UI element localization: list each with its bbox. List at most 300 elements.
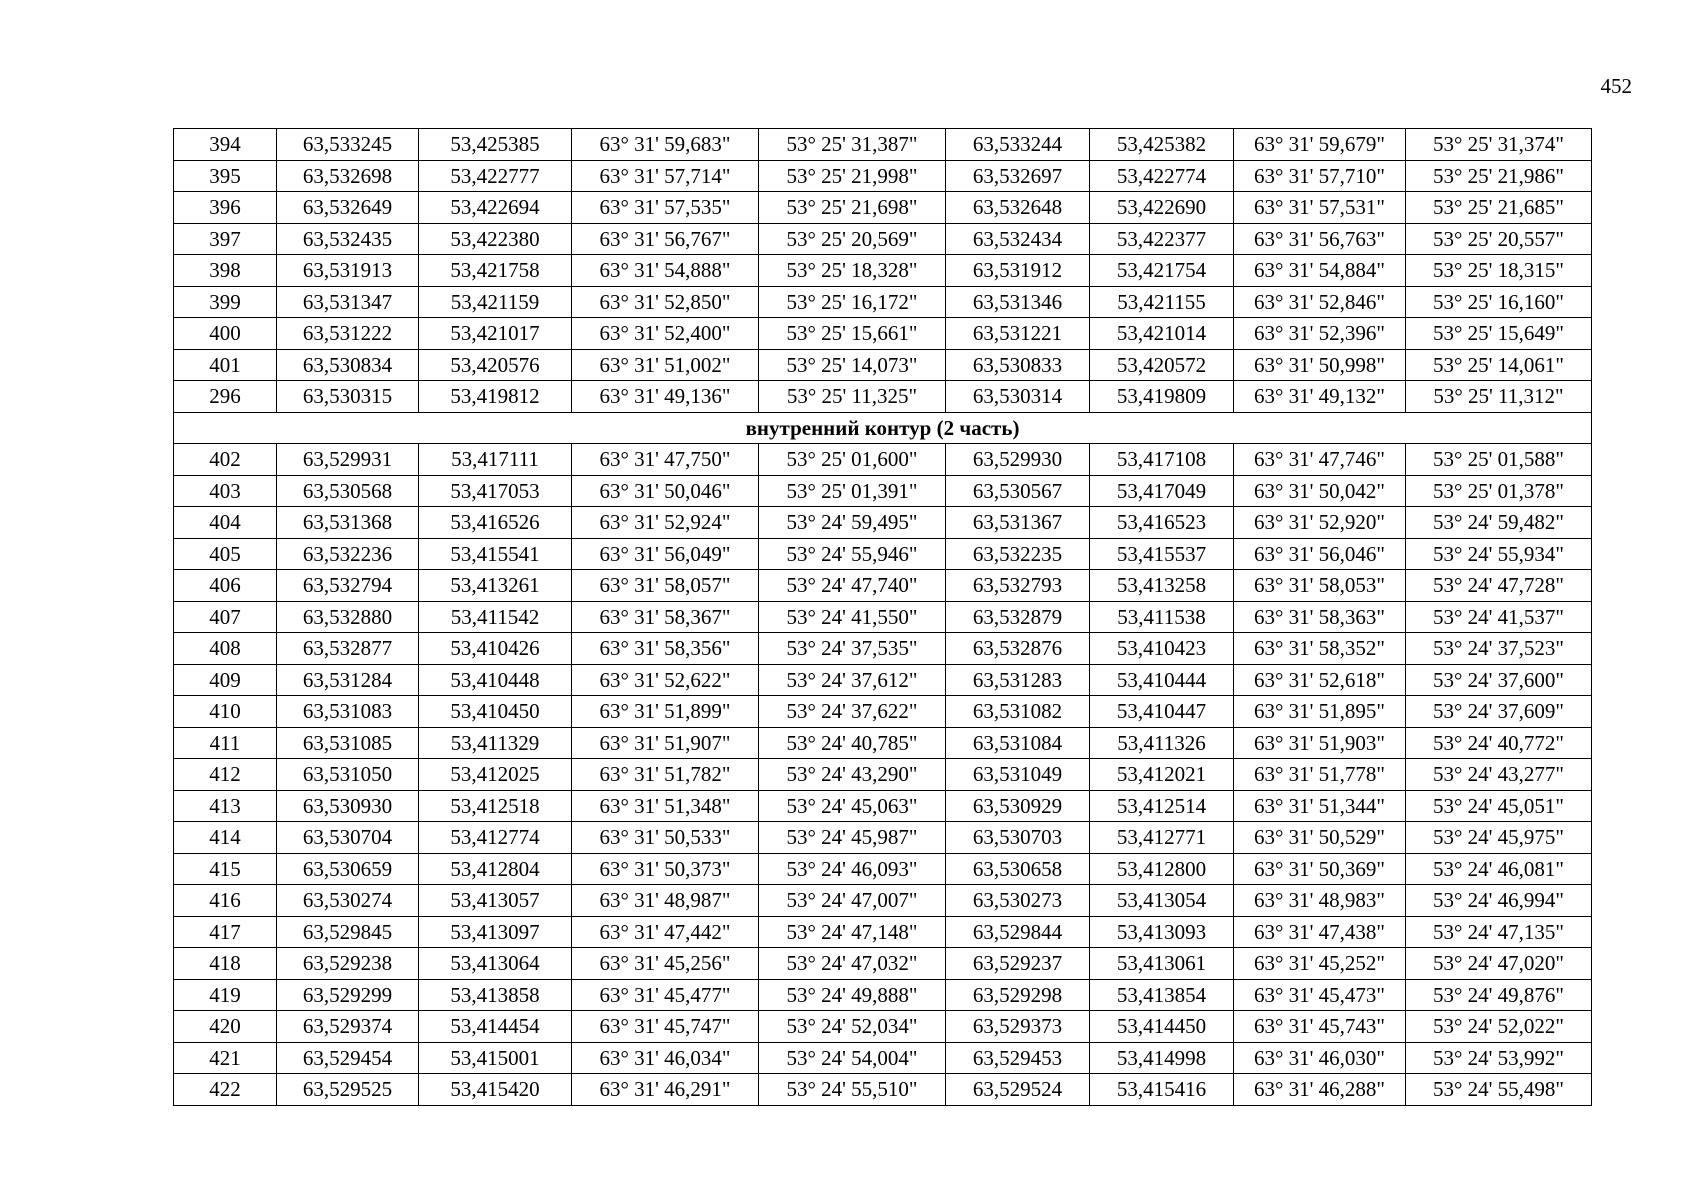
cell-lon-decimal-1: 53,421159 [419,286,572,318]
cell-lat-dms-1: 63° 31' 45,747" [572,1011,759,1043]
cell-lon-dms-1: 53° 25' 31,387" [759,129,946,161]
cell-lat-dms-1: 63° 31' 48,987" [572,885,759,917]
cell-lat-dms-1: 63° 31' 52,622" [572,664,759,696]
cell-lon-dms-2: 53° 24' 37,600" [1406,664,1592,696]
cell-lat-decimal-1: 63,529238 [277,948,419,980]
cell-lat-dms-1: 63° 31' 50,373" [572,853,759,885]
cell-point-number: 400 [174,318,277,350]
table-row [174,1011,1592,1043]
cell-lat-dms-2: 63° 31' 52,846" [1234,286,1406,318]
table-row [174,853,1592,885]
cell-lat-dms-1: 63° 31' 45,256" [572,948,759,980]
cell-lon-decimal-1: 53,415001 [419,1042,572,1074]
cell-lat-decimal-2: 63,532697 [946,160,1090,192]
cell-lat-decimal-1: 63,531222 [277,318,419,350]
cell-lon-decimal-1: 53,411542 [419,601,572,633]
cell-lat-decimal-2: 63,531346 [946,286,1090,318]
table-row [174,507,1592,539]
cell-lat-dms-2: 63° 31' 57,531" [1234,192,1406,224]
cell-lon-dms-1: 53° 24' 41,550" [759,601,946,633]
cell-lat-decimal-1: 63,531368 [277,507,419,539]
cell-point-number: 409 [174,664,277,696]
cell-lat-dms-1: 63° 31' 49,136" [572,381,759,413]
cell-lon-decimal-2: 53,417108 [1090,444,1234,476]
cell-lon-decimal-2: 53,413258 [1090,570,1234,602]
cell-lat-dms-1: 63° 31' 51,002" [572,349,759,381]
cell-lon-dms-2: 53° 24' 52,022" [1406,1011,1592,1043]
cell-lat-dms-2: 63° 31' 45,252" [1234,948,1406,980]
cell-lon-dms-1: 53° 24' 45,063" [759,790,946,822]
cell-lon-dms-1: 53° 24' 40,785" [759,727,946,759]
cell-lat-decimal-2: 63,530833 [946,349,1090,381]
cell-point-number: 408 [174,633,277,665]
cell-lon-decimal-1: 53,420576 [419,349,572,381]
cell-lat-dms-1: 63° 31' 59,683" [572,129,759,161]
cell-lat-dms-2: 63° 31' 51,903" [1234,727,1406,759]
cell-lon-decimal-2: 53,415416 [1090,1074,1234,1106]
cell-lat-dms-2: 63° 31' 56,763" [1234,223,1406,255]
cell-lon-dms-2: 53° 24' 41,537" [1406,601,1592,633]
cell-lat-decimal-1: 63,532435 [277,223,419,255]
rows-after-section [174,444,1592,1106]
cell-lon-decimal-1: 53,416526 [419,507,572,539]
cell-lon-decimal-1: 53,411329 [419,727,572,759]
cell-lat-dms-1: 63° 31' 51,348" [572,790,759,822]
cell-lat-decimal-1: 63,532794 [277,570,419,602]
cell-lat-decimal-1: 63,532698 [277,160,419,192]
cell-lat-dms-1: 63° 31' 57,535" [572,192,759,224]
cell-lon-dms-2: 53° 24' 47,135" [1406,916,1592,948]
cell-point-number: 296 [174,381,277,413]
page-number: 452 [1600,74,1632,98]
table-row [174,979,1592,1011]
cell-lon-dms-2: 53° 24' 45,051" [1406,790,1592,822]
cell-lon-decimal-1: 53,410426 [419,633,572,665]
cell-lon-decimal-2: 53,425382 [1090,129,1234,161]
cell-lon-decimal-1: 53,421758 [419,255,572,287]
cell-point-number: 420 [174,1011,277,1043]
cell-lon-decimal-2: 53,416523 [1090,507,1234,539]
cell-lon-dms-1: 53° 24' 37,612" [759,664,946,696]
cell-lat-decimal-2: 63,530658 [946,853,1090,885]
cell-lat-dms-2: 63° 31' 51,344" [1234,790,1406,822]
cell-lon-decimal-2: 53,421754 [1090,255,1234,287]
cell-lat-decimal-1: 63,529525 [277,1074,419,1106]
cell-lon-dms-2: 53° 25' 21,685" [1406,192,1592,224]
cell-lat-dms-1: 63° 31' 58,356" [572,633,759,665]
cell-lon-decimal-2: 53,410447 [1090,696,1234,728]
cell-lat-decimal-1: 63,532880 [277,601,419,633]
cell-lon-decimal-2: 53,413054 [1090,885,1234,917]
cell-lat-decimal-2: 63,533244 [946,129,1090,161]
cell-lat-decimal-1: 63,530834 [277,349,419,381]
cell-point-number: 398 [174,255,277,287]
table-row [174,664,1592,696]
table-row [174,1074,1592,1106]
cell-lon-dms-1: 53° 24' 55,510" [759,1074,946,1106]
cell-lat-dms-1: 63° 31' 52,924" [572,507,759,539]
cell-lon-dms-2: 53° 24' 55,498" [1406,1074,1592,1106]
cell-lat-dms-1: 63° 31' 56,049" [572,538,759,570]
cell-lon-decimal-1: 53,413064 [419,948,572,980]
cell-lat-decimal-1: 63,529845 [277,916,419,948]
cell-lat-decimal-1: 63,532649 [277,192,419,224]
cell-lat-decimal-2: 63,531283 [946,664,1090,696]
cell-lat-decimal-1: 63,531284 [277,664,419,696]
cell-lon-dms-2: 53° 25' 11,312" [1406,381,1592,413]
cell-lon-dms-2: 53° 25' 01,378" [1406,475,1592,507]
cell-lat-dms-1: 63° 31' 47,442" [572,916,759,948]
cell-lat-dms-2: 63° 31' 45,743" [1234,1011,1406,1043]
table-row [174,790,1592,822]
table-row [174,192,1592,224]
cell-lon-dms-1: 53° 25' 01,600" [759,444,946,476]
cell-point-number: 395 [174,160,277,192]
cell-lat-decimal-1: 63,530704 [277,822,419,854]
cell-lat-dms-1: 63° 31' 52,850" [572,286,759,318]
cell-lon-decimal-1: 53,413858 [419,979,572,1011]
cell-lat-dms-2: 63° 31' 52,396" [1234,318,1406,350]
cell-lat-decimal-2: 63,530703 [946,822,1090,854]
cell-lat-decimal-1: 63,529454 [277,1042,419,1074]
cell-lon-decimal-2: 53,412771 [1090,822,1234,854]
cell-lon-decimal-1: 53,413261 [419,570,572,602]
cell-lat-dms-2: 63° 31' 58,363" [1234,601,1406,633]
cell-lat-decimal-2: 63,532876 [946,633,1090,665]
cell-lat-decimal-2: 63,531367 [946,507,1090,539]
cell-lat-dms-1: 63° 31' 52,400" [572,318,759,350]
cell-lon-decimal-1: 53,417053 [419,475,572,507]
cell-lat-dms-1: 63° 31' 58,057" [572,570,759,602]
cell-lon-decimal-2: 53,412800 [1090,853,1234,885]
cell-point-number: 416 [174,885,277,917]
cell-lat-dms-2: 63° 31' 46,288" [1234,1074,1406,1106]
cell-lat-decimal-2: 63,532434 [946,223,1090,255]
cell-lon-dms-2: 53° 24' 53,992" [1406,1042,1592,1074]
cell-lat-dms-1: 63° 31' 47,750" [572,444,759,476]
cell-lon-dms-1: 53° 25' 21,998" [759,160,946,192]
cell-lat-decimal-2: 63,529453 [946,1042,1090,1074]
cell-lat-dms-2: 63° 31' 58,053" [1234,570,1406,602]
cell-lon-dms-2: 53° 25' 16,160" [1406,286,1592,318]
cell-lat-dms-1: 63° 31' 51,782" [572,759,759,791]
cell-lon-dms-1: 53° 24' 54,004" [759,1042,946,1074]
cell-lat-dms-1: 63° 31' 58,367" [572,601,759,633]
cell-lat-dms-1: 63° 31' 56,767" [572,223,759,255]
table-row [174,318,1592,350]
cell-lon-decimal-2: 53,420572 [1090,349,1234,381]
cell-point-number: 418 [174,948,277,980]
cell-lat-dms-2: 63° 31' 50,529" [1234,822,1406,854]
cell-lon-decimal-2: 53,414998 [1090,1042,1234,1074]
cell-lon-dms-2: 53° 25' 20,557" [1406,223,1592,255]
table-row [174,349,1592,381]
cell-lon-decimal-2: 53,413093 [1090,916,1234,948]
table-row [174,822,1592,854]
cell-lon-dms-2: 53° 25' 31,374" [1406,129,1592,161]
table-row [174,885,1592,917]
cell-lon-dms-1: 53° 24' 52,034" [759,1011,946,1043]
cell-lat-decimal-2: 63,529298 [946,979,1090,1011]
table-row [174,223,1592,255]
coordinates-table [173,128,1592,1106]
cell-lon-dms-1: 53° 25' 14,073" [759,349,946,381]
cell-lon-dms-1: 53° 24' 47,148" [759,916,946,948]
cell-lon-dms-1: 53° 24' 49,888" [759,979,946,1011]
cell-lat-dms-2: 63° 31' 51,895" [1234,696,1406,728]
rows-before-section [174,129,1592,413]
cell-lon-dms-1: 53° 25' 01,391" [759,475,946,507]
cell-lon-decimal-2: 53,421014 [1090,318,1234,350]
cell-lat-dms-1: 63° 31' 54,888" [572,255,759,287]
cell-lon-decimal-1: 53,415420 [419,1074,572,1106]
table-row [174,129,1592,161]
cell-lon-decimal-1: 53,417111 [419,444,572,476]
cell-lat-dms-2: 63° 31' 52,618" [1234,664,1406,696]
cell-lon-decimal-1: 53,412774 [419,822,572,854]
cell-lon-dms-2: 53° 24' 46,994" [1406,885,1592,917]
table-row [174,286,1592,318]
table-row [174,601,1592,633]
cell-lat-decimal-2: 63,531082 [946,696,1090,728]
cell-lon-decimal-1: 53,413057 [419,885,572,917]
cell-lon-decimal-2: 53,410423 [1090,633,1234,665]
cell-lat-decimal-2: 63,531912 [946,255,1090,287]
cell-lon-dms-2: 53° 25' 14,061" [1406,349,1592,381]
table-row [174,1042,1592,1074]
table-row [174,570,1592,602]
cell-lon-dms-1: 53° 24' 37,622" [759,696,946,728]
table-row [174,381,1592,413]
cell-lat-dms-2: 63° 31' 58,352" [1234,633,1406,665]
cell-lon-dms-1: 53° 25' 21,698" [759,192,946,224]
cell-lon-decimal-1: 53,410450 [419,696,572,728]
cell-lon-dms-2: 53° 25' 15,649" [1406,318,1592,350]
cell-lat-dms-2: 63° 31' 45,473" [1234,979,1406,1011]
cell-lon-decimal-2: 53,419809 [1090,381,1234,413]
cell-lat-dms-2: 63° 31' 48,983" [1234,885,1406,917]
cell-lat-dms-2: 63° 31' 47,746" [1234,444,1406,476]
table-row [174,633,1592,665]
cell-lat-decimal-1: 63,531913 [277,255,419,287]
cell-lat-decimal-2: 63,530929 [946,790,1090,822]
cell-lat-decimal-1: 63,530659 [277,853,419,885]
table-row [174,948,1592,980]
table-row [174,160,1592,192]
cell-lat-decimal-2: 63,529237 [946,948,1090,980]
cell-point-number: 422 [174,1074,277,1106]
cell-lat-dms-2: 63° 31' 47,438" [1234,916,1406,948]
cell-lat-dms-1: 63° 31' 51,899" [572,696,759,728]
cell-lon-dms-1: 53° 24' 55,946" [759,538,946,570]
cell-lon-decimal-1: 53,412804 [419,853,572,885]
cell-point-number: 419 [174,979,277,1011]
cell-point-number: 399 [174,286,277,318]
cell-lon-decimal-1: 53,413097 [419,916,572,948]
cell-lon-decimal-2: 53,411326 [1090,727,1234,759]
cell-lat-decimal-2: 63,529930 [946,444,1090,476]
cell-lat-decimal-1: 63,531085 [277,727,419,759]
cell-lat-dms-2: 63° 31' 56,046" [1234,538,1406,570]
cell-lon-decimal-2: 53,422690 [1090,192,1234,224]
cell-point-number: 394 [174,129,277,161]
cell-lon-dms-1: 53° 25' 20,569" [759,223,946,255]
cell-lat-decimal-1: 63,533245 [277,129,419,161]
cell-lon-decimal-1: 53,414454 [419,1011,572,1043]
cell-point-number: 404 [174,507,277,539]
cell-lat-decimal-1: 63,532236 [277,538,419,570]
table-row [174,255,1592,287]
cell-lat-decimal-2: 63,529844 [946,916,1090,948]
cell-lon-decimal-1: 53,425385 [419,129,572,161]
section-row [174,412,1592,444]
cell-lat-dms-1: 63° 31' 57,714" [572,160,759,192]
cell-lat-decimal-1: 63,530930 [277,790,419,822]
cell-lat-dms-1: 63° 31' 46,291" [572,1074,759,1106]
cell-lat-dms-2: 63° 31' 50,369" [1234,853,1406,885]
cell-lon-dms-1: 53° 24' 47,007" [759,885,946,917]
table-row [174,696,1592,728]
cell-point-number: 406 [174,570,277,602]
cell-lon-dms-1: 53° 24' 37,535" [759,633,946,665]
cell-lon-decimal-1: 53,412518 [419,790,572,822]
cell-lat-dms-2: 63° 31' 59,679" [1234,129,1406,161]
cell-lon-decimal-1: 53,415541 [419,538,572,570]
cell-lat-decimal-1: 63,530568 [277,475,419,507]
section-title: внутренний контур (2 часть) [174,412,1592,444]
cell-lon-dms-2: 53° 24' 43,277" [1406,759,1592,791]
cell-lon-decimal-2: 53,422377 [1090,223,1234,255]
cell-point-number: 401 [174,349,277,381]
cell-lon-decimal-2: 53,411538 [1090,601,1234,633]
cell-lon-dms-1: 53° 25' 16,172" [759,286,946,318]
cell-point-number: 410 [174,696,277,728]
cell-point-number: 403 [174,475,277,507]
cell-point-number: 413 [174,790,277,822]
cell-lon-decimal-1: 53,422694 [419,192,572,224]
cell-lon-dms-2: 53° 24' 47,020" [1406,948,1592,980]
cell-lat-dms-1: 63° 31' 46,034" [572,1042,759,1074]
cell-lon-dms-2: 53° 24' 40,772" [1406,727,1592,759]
cell-lon-dms-1: 53° 24' 46,093" [759,853,946,885]
cell-lat-dms-1: 63° 31' 45,477" [572,979,759,1011]
cell-lat-dms-2: 63° 31' 46,030" [1234,1042,1406,1074]
cell-point-number: 411 [174,727,277,759]
cell-lon-decimal-1: 53,410448 [419,664,572,696]
cell-point-number: 417 [174,916,277,948]
cell-lon-dms-2: 53° 25' 01,588" [1406,444,1592,476]
cell-lon-dms-1: 53° 25' 11,325" [759,381,946,413]
cell-lat-decimal-1: 63,530315 [277,381,419,413]
cell-lat-decimal-1: 63,532877 [277,633,419,665]
table-row [174,538,1592,570]
cell-point-number: 407 [174,601,277,633]
cell-point-number: 405 [174,538,277,570]
cell-lat-decimal-2: 63,530567 [946,475,1090,507]
cell-lon-decimal-2: 53,414450 [1090,1011,1234,1043]
cell-lat-decimal-1: 63,529931 [277,444,419,476]
cell-lon-decimal-2: 53,413061 [1090,948,1234,980]
cell-lon-decimal-1: 53,419812 [419,381,572,413]
cell-lon-decimal-1: 53,422380 [419,223,572,255]
cell-point-number: 421 [174,1042,277,1074]
cell-lat-decimal-2: 63,531049 [946,759,1090,791]
cell-lon-dms-1: 53° 24' 43,290" [759,759,946,791]
table-row [174,916,1592,948]
cell-lat-dms-2: 63° 31' 50,998" [1234,349,1406,381]
cell-lon-dms-1: 53° 24' 59,495" [759,507,946,539]
cell-lat-decimal-2: 63,532235 [946,538,1090,570]
cell-point-number: 412 [174,759,277,791]
cell-point-number: 397 [174,223,277,255]
cell-lon-dms-2: 53° 24' 37,523" [1406,633,1592,665]
section-header [174,412,1592,444]
cell-lon-dms-2: 53° 24' 49,876" [1406,979,1592,1011]
cell-lon-decimal-1: 53,421017 [419,318,572,350]
cell-lon-decimal-2: 53,412514 [1090,790,1234,822]
cell-point-number: 396 [174,192,277,224]
table-row [174,759,1592,791]
cell-lat-dms-2: 63° 31' 50,042" [1234,475,1406,507]
cell-lon-dms-2: 53° 24' 47,728" [1406,570,1592,602]
cell-lon-dms-1: 53° 25' 15,661" [759,318,946,350]
cell-lat-dms-1: 63° 31' 50,533" [572,822,759,854]
cell-lat-decimal-2: 63,532879 [946,601,1090,633]
cell-lat-decimal-1: 63,531347 [277,286,419,318]
cell-lat-dms-1: 63° 31' 51,907" [572,727,759,759]
cell-lat-dms-1: 63° 31' 50,046" [572,475,759,507]
cell-lon-decimal-2: 53,412021 [1090,759,1234,791]
cell-lon-decimal-2: 53,417049 [1090,475,1234,507]
cell-lon-dms-1: 53° 24' 47,740" [759,570,946,602]
cell-lat-decimal-2: 63,532648 [946,192,1090,224]
table-row [174,727,1592,759]
cell-lat-decimal-2: 63,531221 [946,318,1090,350]
cell-point-number: 415 [174,853,277,885]
table-row [174,444,1592,476]
cell-lat-decimal-2: 63,529373 [946,1011,1090,1043]
cell-lon-dms-2: 53° 24' 55,934" [1406,538,1592,570]
cell-point-number: 402 [174,444,277,476]
cell-lon-decimal-1: 53,412025 [419,759,572,791]
cell-lat-decimal-1: 63,529374 [277,1011,419,1043]
cell-lon-decimal-2: 53,410444 [1090,664,1234,696]
cell-lon-decimal-2: 53,422774 [1090,160,1234,192]
cell-lat-dms-2: 63° 31' 57,710" [1234,160,1406,192]
cell-lat-decimal-1: 63,531050 [277,759,419,791]
cell-lat-dms-2: 63° 31' 52,920" [1234,507,1406,539]
cell-lon-dms-2: 53° 25' 21,986" [1406,160,1592,192]
cell-lat-dms-2: 63° 31' 51,778" [1234,759,1406,791]
cell-lon-dms-2: 53° 24' 37,609" [1406,696,1592,728]
cell-lon-dms-2: 53° 25' 18,315" [1406,255,1592,287]
cell-lon-dms-2: 53° 24' 59,482" [1406,507,1592,539]
cell-lon-dms-1: 53° 24' 45,987" [759,822,946,854]
cell-lat-dms-2: 63° 31' 49,132" [1234,381,1406,413]
cell-lon-decimal-1: 53,422777 [419,160,572,192]
cell-lon-dms-1: 53° 25' 18,328" [759,255,946,287]
cell-lat-decimal-2: 63,531084 [946,727,1090,759]
cell-lon-decimal-2: 53,421155 [1090,286,1234,318]
cell-lat-decimal-1: 63,531083 [277,696,419,728]
cell-lat-decimal-2: 63,530314 [946,381,1090,413]
cell-lon-decimal-2: 53,413854 [1090,979,1234,1011]
cell-lat-decimal-2: 63,530273 [946,885,1090,917]
cell-lat-dms-2: 63° 31' 54,884" [1234,255,1406,287]
cell-lat-decimal-2: 63,529524 [946,1074,1090,1106]
cell-lon-decimal-2: 53,415537 [1090,538,1234,570]
cell-lon-dms-1: 53° 24' 47,032" [759,948,946,980]
